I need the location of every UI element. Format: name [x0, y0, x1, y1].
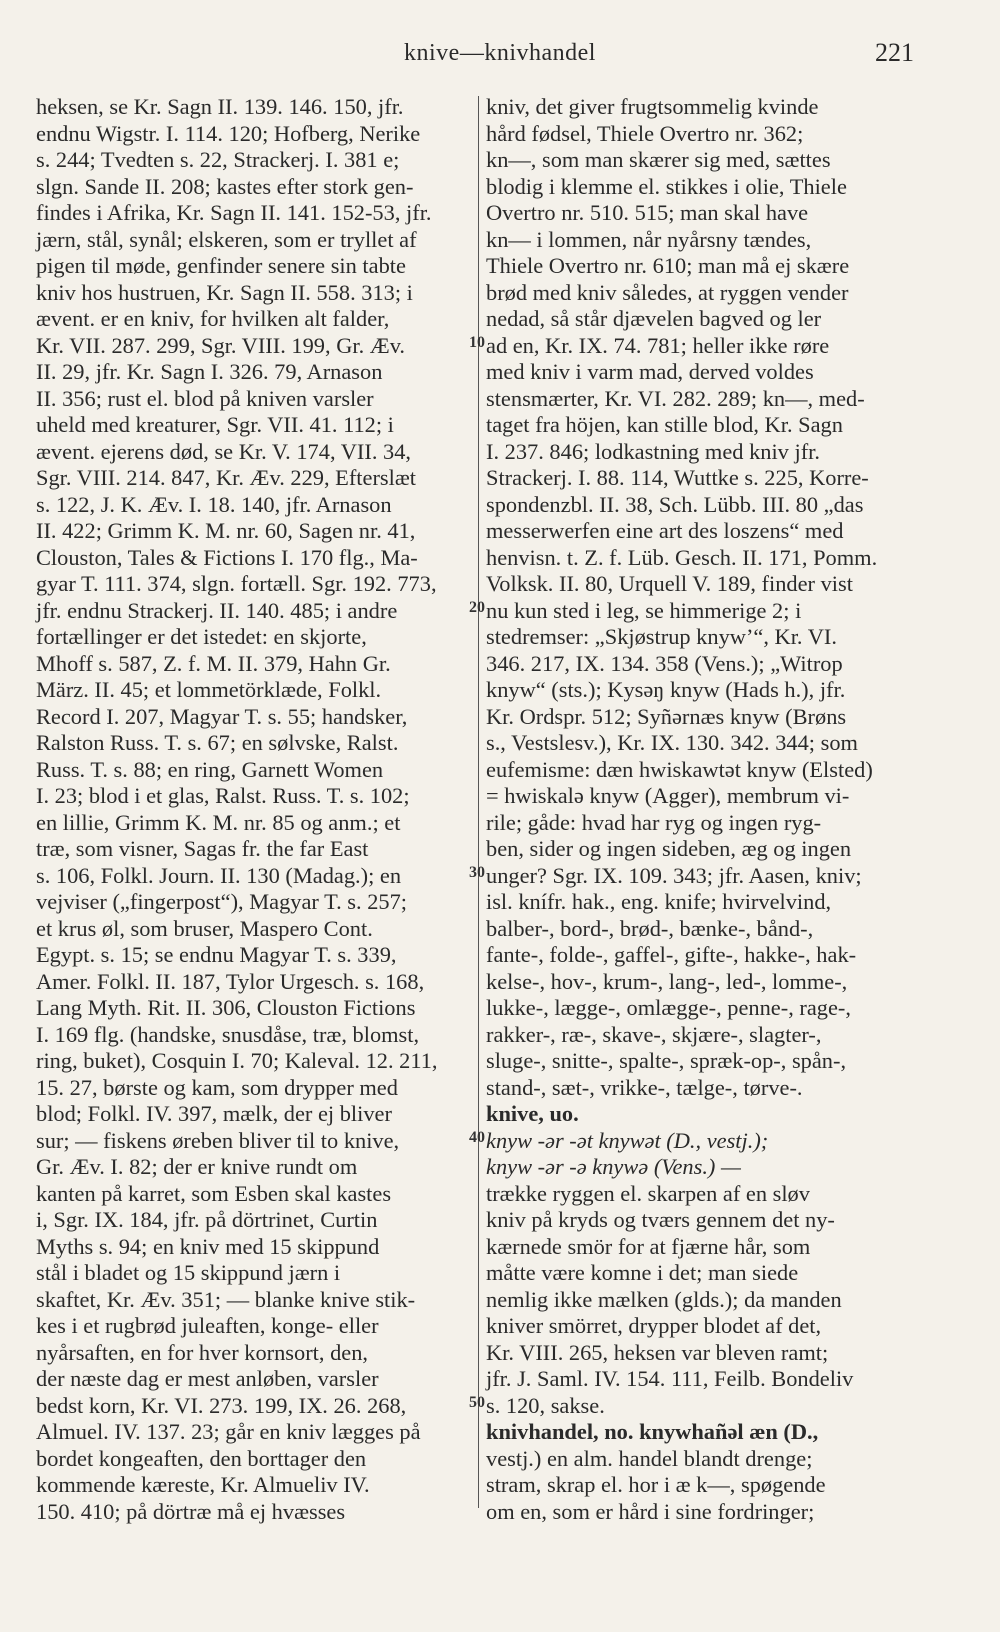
right-column-line: sluge-, snitte-, spalte-, spræk-op-, spån-,: [486, 1048, 847, 1073]
right-column-line: brød med kniv således, at ryggen vender: [486, 279, 849, 305]
right-column-line: blodig i klemme el. stikkes i olie, Thiele: [486, 173, 847, 199]
left-column-line: I. 23; blod i et glas, Ralst. Russ. T. s. 102;: [36, 783, 410, 808]
right-column-line: knive, uo.: [486, 1101, 579, 1126]
right-column-line: stedremser: „Skjøstrup knyw’“, Kr. VI.: [486, 624, 837, 649]
right-column-line: stand-, sæt-, vrikke-, tælge-, tørve-.: [486, 1074, 803, 1100]
right-column-line: knivhandel, no. knywhañəl æn (D.,: [486, 1419, 819, 1444]
right-column-line: ad en, Kr. IX. 74. 781; heller ikke røre: [486, 332, 830, 358]
right-column-line: kniv på kryds og tværs gennem det ny-: [486, 1207, 835, 1232]
right-column-line: trække ryggen el. skarpen af en sløv: [486, 1180, 810, 1206]
right-column-line: spondenzbl. II. 38, Sch. Lübb. III. 80 „das: [486, 491, 864, 517]
left-column-line: Myths s. 94; en kniv med 15 skippund: [36, 1233, 380, 1259]
left-column-line: I. 169 flg. (handske, snusdåse, træ, blomst,: [36, 1021, 420, 1047]
right-column-line: Overtro nr. 510. 515; man skal have: [486, 200, 809, 225]
right-column-line: Kr. Ordspr. 512; Syñərnæs knyw (Brøns: [486, 703, 847, 729]
left-column-line: ævent. er en kniv, for hvilken alt falder,: [36, 306, 390, 331]
left-column-line: März. II. 45; et lommetörklæde, Folkl.: [36, 677, 382, 702]
right-column-line: I. 237. 846; lodkastning med kniv jfr.: [486, 438, 820, 464]
left-column-line: der næste dag er mest anløben, varsler: [36, 1366, 379, 1391]
left-column-line: et krus øl, som bruser, Maspero Cont.: [36, 915, 373, 941]
right-column-line: kn—, som man skærer sig med, sættes: [486, 147, 831, 172]
left-column-line: II. 29, jfr. Kr. Sagn I. 326. 79, Arnason: [36, 359, 383, 384]
running-title: knive—knivhandel: [404, 40, 596, 66]
line-number-40: 40: [469, 1129, 485, 1146]
right-column-line: nedad, så står djævelen bagved og ler: [486, 306, 822, 331]
left-column-line: s. 122, J. K. Æv. I. 18. 140, jfr. Arnason: [36, 491, 392, 517]
left-column-line: kommende kæreste, Kr. Almueliv IV.: [36, 1472, 370, 1497]
right-column-line: lukke-, lægge-, omlægge-, penne-, rage-,: [486, 995, 851, 1020]
left-column-line: Amer. Folkl. II. 187, Tylor Urgesch. s. 168,: [36, 968, 425, 994]
left-column-line: vejviser („fingerpost“), Magyar T. s. 257;: [36, 889, 407, 914]
right-column-line: eufemisme: dæn hwiskawtət knyw (Elsted): [486, 756, 873, 782]
left-column-line: kanten på karret, som Esben skal kastes: [36, 1180, 392, 1206]
left-column-line: 150. 410; på dörtræ må ej hvæsses: [36, 1498, 346, 1524]
left-column-line: Clouston, Tales & Fictions I. 170 flg., Ma-: [36, 544, 418, 570]
left-column-line: træ, som visner, Sagas fr. the far East: [36, 836, 369, 861]
left-column-line: Almuel. IV. 137. 23; går en kniv lægges på: [36, 1419, 421, 1444]
right-column-line: jfr. J. Saml. IV. 154. 111, Feilb. Bondeliv: [486, 1366, 854, 1391]
right-column-line: ben, sider og ingen sideben, æg og ingen: [486, 836, 852, 861]
right-column-line: stram, skrap el. hor i æ k—, spøgende: [486, 1472, 826, 1497]
left-column-line: jærn, stål, synål; elskeren, som er tryllet af: [36, 226, 417, 252]
left-column-line: bordet kongeaften, den borttager den: [36, 1445, 367, 1471]
left-column-line: Gr. Æv. I. 82; der er knive rundt om: [36, 1154, 358, 1179]
right-column-line: hård fødsel, Thiele Overtro nr. 362;: [486, 120, 804, 146]
left-column-line: ævent. ejerens død, se Kr. V. 174, VII. 34,: [36, 438, 412, 464]
left-column-line: findes i Afrika, Kr. Sagn II. 141. 152-53, jfr.: [36, 200, 432, 225]
right-column-line: om en, som er hård i sine fordringer;: [486, 1498, 815, 1524]
left-column-line: endnu Wigstr. I. 114. 120; Hofberg, Nerike: [36, 120, 421, 146]
right-column-line: Strackerj. I. 88. 114, Wuttke s. 225, Korre-: [486, 465, 869, 490]
left-column-line: pigen til møde, genfinder senere sin tabte: [36, 253, 406, 278]
left-column-line: kes i et rugbrød juleaften, konge- eller: [36, 1313, 379, 1338]
left-column-line: II. 422; Grimm K. M. nr. 60, Sagen nr. 41,: [36, 518, 416, 543]
left-column-line: jfr. endnu Strackerj. II. 140. 485; i andre: [36, 597, 398, 623]
right-column-line: taget fra höjen, kan stille blod, Kr. Sagn: [486, 412, 843, 437]
right-column-line: knyw -ər -ət knywət (D., vestj.);: [486, 1127, 769, 1153]
right-column-line: rile; gåde: hvad har ryg og ingen ryg-: [486, 809, 822, 835]
left-column-line: ring, buket), Cosquin I. 70; Kaleval. 12. 211,: [36, 1048, 438, 1073]
left-column-line: Russ. T. s. 88; en ring, Garnett Women: [36, 756, 384, 782]
right-column-line: vestj.) en alm. handel blandt drenge;: [486, 1445, 813, 1471]
right-column-line: måtte være komne i det; man siede: [486, 1260, 799, 1285]
left-column-line: Mhoff s. 587, Z. f. M. II. 379, Hahn Gr.: [36, 650, 391, 676]
line-number-20: 20: [469, 599, 485, 616]
left-column-line: nyårsaften, en for hver kornsort, den,: [36, 1339, 369, 1365]
column-divider: [478, 96, 479, 1508]
left-column-line: s. 106, Folkl. Journ. II. 130 (Madag.); en: [36, 862, 402, 888]
right-column-line: Volksk. II. 80, Urquell V. 189, finder vist: [486, 571, 853, 596]
right-column-line: messerwerfen eine art des loszens“ med: [486, 518, 844, 543]
left-column-line: Ralston Russ. T. s. 67; en sølvske, Ralst.: [36, 730, 399, 755]
left-column-line: i, Sgr. IX. 184, jfr. på dörtrinet, Curtin: [36, 1207, 378, 1232]
right-column-line: rakker-, ræ-, skave-, skjære-, slagter-,: [486, 1021, 822, 1047]
right-column-line: knyw -ər -ə knywə (Vens.) —: [486, 1154, 741, 1179]
right-column-line: knyw“ (sts.); Kysəŋ knyw (Hads h.), jfr.: [486, 677, 846, 702]
right-column-line: Kr. VIII. 265, heksen var bleven ramt;: [486, 1339, 829, 1365]
left-column: [36, 94, 466, 1525]
left-column-line: stål i bladet og 15 skippund jærn i: [36, 1260, 341, 1285]
left-column-line: blod; Folkl. IV. 397, mælk, der ej bliver: [36, 1101, 392, 1126]
left-column-line: slgn. Sande II. 208; kastes efter stork gen-: [36, 173, 414, 199]
right-column-line: med kniv i varm mad, derved voldes: [486, 359, 814, 384]
left-column-line: Record I. 207, Magyar T. s. 55; handsker,: [36, 703, 408, 729]
left-column-line: Kr. VII. 287. 299, Sgr. VIII. 199, Gr. Æv.: [36, 332, 406, 358]
left-column-line: en lillie, Grimm K. M. nr. 85 og anm.; et: [36, 809, 401, 835]
right-column-line: balber-, bord-, brød-, bænke-, bånd-,: [486, 915, 814, 941]
line-number-10: 10: [469, 334, 485, 351]
page-header: [0, 36, 1000, 76]
left-column-line: heksen, se Kr. Sagn II. 139. 146. 150, jfr.: [36, 94, 404, 119]
left-column-line: sur; — fiskens øreben bliver til to knive,: [36, 1127, 400, 1153]
right-column-line: nu kun sted i leg, se himmerige 2; i: [486, 597, 802, 623]
left-column-line: s. 244; Tvedten s. 22, Strackerj. I. 381 e;: [36, 147, 400, 172]
left-column-line: kniv hos hustruen, Kr. Sagn II. 558. 313; i: [36, 279, 413, 305]
right-column-line: kn— i lommen, når nyårsny tændes,: [486, 226, 812, 252]
right-column-line: isl. knífr. hak., eng. knife; hvirvelvind,: [486, 889, 832, 914]
right-column-line: = hwiskalə knyw (Agger), membrum vi-: [486, 783, 850, 808]
right-column-line: unger? Sgr. IX. 109. 343; jfr. Aasen, kniv;: [486, 862, 862, 888]
right-column-line: 346. 217, IX. 134. 358 (Vens.); „Witrop: [486, 650, 843, 676]
left-column-line: Egypt. s. 15; se endnu Magyar T. s. 339,: [36, 942, 397, 967]
right-column-line: nemlig ikke mælken (glds.); da manden: [486, 1286, 842, 1312]
right-column: [486, 94, 918, 1525]
line-number-30: 30: [469, 864, 485, 881]
line-number-50: 50: [469, 1394, 485, 1411]
left-column-line: Lang Myth. Rit. II. 306, Clouston Fictions: [36, 995, 416, 1020]
left-column-line: fortællinger er det istedet: en skjorte,: [36, 624, 367, 649]
left-column-line: uheld med kreaturer, Sgr. VII. 41. 112; i: [36, 412, 394, 437]
right-column-line: s. 120, sakse.: [486, 1392, 605, 1418]
right-column-line: henvisn. t. Z. f. Lüb. Gesch. II. 171, Pomm.: [486, 544, 878, 570]
right-column-line: s., Vestslesv.), Kr. IX. 130. 342. 344; som: [486, 730, 858, 755]
right-column-line: stensmærter, Kr. VI. 282. 289; kn—, med-: [486, 385, 865, 411]
right-column-line: Thiele Overtro nr. 610; man må ej skære: [486, 253, 850, 278]
left-column-line: 15. 27, børste og kam, som drypper med: [36, 1074, 398, 1100]
page-number: 221: [875, 38, 914, 67]
right-column-line: kelse-, hov-, krum-, lang-, led-, lomme-,: [486, 968, 848, 994]
right-column-line: kærnede smör for at fjærne hår, som: [486, 1233, 811, 1259]
left-column-line: Sgr. VIII. 214. 847, Kr. Æv. 229, Efterslæt: [36, 465, 417, 490]
right-column-line: kniv, det giver frugtsommelig kvinde: [486, 94, 819, 119]
right-column-line: kniver smörret, drypper blodet af det,: [486, 1313, 822, 1338]
left-column-line: bedst korn, Kr. VI. 273. 199, IX. 26. 268,: [36, 1392, 407, 1418]
left-column-line: skaftet, Kr. Æv. 351; — blanke knive stik-: [36, 1286, 416, 1312]
left-column-line: gyar T. 111. 374, slgn. fortæll. Sgr. 192. 773,: [36, 571, 437, 596]
right-column-line: fante-, folde-, gaffel-, gifte-, hakke-, hak-: [486, 942, 857, 967]
left-column-line: II. 356; rust el. blod på kniven varsler: [36, 385, 374, 411]
